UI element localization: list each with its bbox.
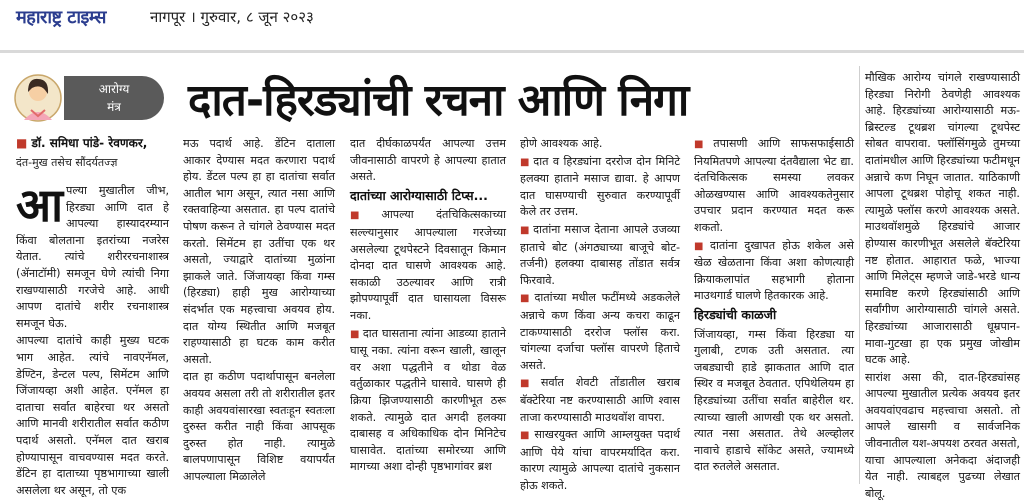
paragraph: होणे आवश्यक आहे. bbox=[520, 137, 603, 150]
column-divider bbox=[859, 66, 860, 484]
square-bullet-icon: ■ bbox=[520, 156, 531, 168]
tip-item bbox=[350, 326, 506, 476]
tip-item bbox=[350, 207, 506, 324]
masthead-divider bbox=[0, 50, 1024, 53]
tip-text: दात घासताना त्यांना आडव्या हाताने घासू नका. त्यांना वरून खाली, खालून वर अशा पद्धतीने व थोडा वेळ वर्तुळाकार पद्धतीने घासावे. घासणे ही क्रिया झिजण्यासाठी कारणीभूत ठरू शकते. त्यामुळे दात अगदी हलक्या दाबासह व अधिकाधिक दोन मिनिटेच घासावेत. दातांच्या समोरच्या आणि मागच्या अशा दोन्ही पृष्ठभागांवर ब्रश bbox=[350, 326, 506, 474]
article-column-2 bbox=[183, 136, 335, 483]
doctor-avatar-icon bbox=[14, 70, 62, 126]
section-subhead: दातांच्या आरोग्यासाठी टिप्स... bbox=[350, 187, 488, 203]
tip-text: सर्वात शेवटी तोंडातील खराब बॅक्टेरिया नष्ट करण्यासाठी आणि श्वास ताजा करण्यासाठी माउथवॉश वापरा. bbox=[520, 376, 680, 424]
tip-text: आपल्या दंतचिकित्सकाच्या सल्ल्यानुसार आपल्याला गरजेच्या असलेल्या टूथपेस्टने दिवसातून किमान दोनदा दात घासणे आवश्यक आहे. सकाळी उठल्यावर आणि रात्री झोपण्यापूर्वी दात घासायला विसरू नका. bbox=[350, 208, 506, 322]
masthead bbox=[0, 0, 1024, 58]
tip-text: दातांना मसाज देताना आपले उजव्या हाताचे बोट (अंगठ्याच्या बाजूचे बोट-तर्जनी) हलक्या दाबासह तोंडात सर्वत्र फिरवावे. bbox=[520, 222, 680, 287]
paragraph: जिंजायव्हा, गम्स किंवा हिरड्या या गुलाबी, टणक उती असतात. त्या जबड्याची हाडे झाकतात आणि दात स्थिर व मजबूत ठेवतात. एपिथेलियम हा हिरड्यांच्या उतींचा सर्वात बाहेरील थर. त्याच्या खाली आणखी एक थर असतो. त्यात नसा असतात. तेथे अल्व्होलर नावाचे हाडाचे सॉकेट असते, ज्यामध्ये दात रुतलेले असतात. bbox=[694, 327, 854, 474]
author-name-text: डॉ. समिधा पांडे- रेवणकर, bbox=[31, 136, 148, 150]
author-role: दंत-मुख तसेच सौंदर्यतज्ज्ञ bbox=[16, 156, 118, 169]
paragraph bbox=[16, 178, 169, 332]
tip-text: दातांच्या मधील फटींमध्ये अडकलेले अन्नाचे कण किंवा अन्य कचरा काढून टाकण्यासाठी दररोज फ्लॉस करा. चांगल्या दर्जाचा फ्लॉस वापरणे हिताचे असते. bbox=[520, 291, 680, 372]
column-tag-line2: मंत्र bbox=[107, 100, 121, 114]
square-bullet-icon: ■ bbox=[520, 378, 538, 390]
article-banner bbox=[0, 66, 862, 128]
article-column-1 bbox=[16, 178, 169, 497]
paragraph: दात हा कठीण पदार्थापासून बनलेला अवयव असला तरी तो शरीरातील इतर काही अवयवांसारखा स्वतःहून स्वतःला दुरुस्त करीत नाही किंवा आपसूक दुरुस्त होत नाही. त्यामुळे बालपणापासून विशिष्ट वयापर्यंत आपल्याला मिळालेले bbox=[183, 370, 335, 483]
tip-text: साखरयुक्त आणि आम्लयुक्त पदार्थ आणि पेये यांचा वापरमर्यादित करा. कारण त्यामुळे आपल्या दातांचे नुकसान होऊ शकते. bbox=[520, 428, 680, 492]
tip-text: दातांना दुखापत होऊ शकेल असे खेळ खेळताना किंवा अशा कोणत्याही क्रियाकलापांत सहभागी होताना माउथगार्ड घालणे हितकारक आहे. bbox=[694, 238, 854, 303]
tip-item bbox=[520, 290, 680, 374]
section-subhead: हिरड्यांची काळजी bbox=[694, 306, 777, 322]
tip-item bbox=[520, 154, 680, 221]
byline bbox=[16, 134, 166, 170]
author-name bbox=[16, 134, 166, 151]
tip-item bbox=[694, 136, 854, 237]
tip-item bbox=[694, 238, 854, 305]
article-column-5 bbox=[694, 136, 854, 483]
tip-text: दात व हिरड्यांना दररोज दोन मिनिटे हलक्या हाताने मसाज द्यावा. हे आपण दात घासण्याची सुरुवात करण्यापूर्वी केले तर उत्तम. bbox=[520, 154, 680, 219]
article-headline: दात-हिरड्यांची रचना आणि निगा bbox=[188, 75, 689, 126]
drop-cap: आ bbox=[16, 178, 64, 232]
column-badge bbox=[14, 70, 164, 126]
article-column-3 bbox=[350, 136, 506, 483]
paragraph: आपल्या दातांचे काही मुख्य घटक भाग आहेत. त्यांचे नावएनॅमल, डेण्टिन, डेन्टल पल्प, सिमेंटम आणि जिंजायव्हा अशी आहेत. एनॅमल हा दाताचा सर्वात बाहेरचा थर असतो आणि मानवी शरीरातील सर्वात कठीण पदार्थ असतो. एनॅमल दात खराब होण्यापासून वाचवण्यास मदत करते. डेंटिन हा दाताच्या पृष्ठभागाच्या खाली असलेला थर असून, तो एक bbox=[16, 334, 169, 497]
square-bullet-icon: ■ bbox=[694, 139, 711, 150]
square-bullet-icon: ■ bbox=[350, 328, 360, 340]
tip-item bbox=[520, 375, 680, 426]
square-bullet-icon: ■ bbox=[16, 136, 32, 150]
paragraph: सारांश असा की, दात-हिरड्यांसह आपल्या मुखातील प्रत्येक अवयव इतर अवयवांएवढाच महत्त्वाचा असतो. तो आपले खासगी व सार्वजनिक जीवनातील यश-अपयश ठरवत असतो, याचा आपल्याला अनेकदा अंदाजही येत नाही. त्याबद्दल पुढच्या लेखात बोलू. bbox=[865, 370, 1020, 500]
paragraph: मऊ पदार्थ आहे. डेंटिन दाताला आकार देण्यास मदत करणारा पदार्थ होय. डेंटल पल्प हा हा दातांचा सर्वात आतील भाग असून, त्यात नसा आणि रक्तवाहिन्या असतात. हा पल्प दातांचे पोषण करून ते चांगले ठेवण्यास मदत करतो. सिमेंटम हा उतींचा एक थर असतो, ज्याद्वारे दातांच्या मुळांना झाकले जाते. जिंजायव्हा किंवा गम्स (हिरड्या) हाही मुख आरोग्याच्या संदर्भात एक महत्त्वाचा अवयव होय. दात योग्य स्थितीत आणि मजबूत राहण्यासाठी हा घटक काम करीत असतो. bbox=[183, 137, 335, 366]
square-bullet-icon: ■ bbox=[520, 293, 532, 305]
paragraph-text: पल्या मुखातील जीभ, हिरड्या आणि दात हे आपल्या हास्यादरम्यान किंवा बोलताना इतरांच्या नजरेस येतात. त्यांचे शरीररचनाशास्त्र (ॲनाटॉमी) समजून घेणे त्यांची निगा राखण्यासाठी गरजेचे आहे. आधी आपण दातांचे शरीर रचनाशास्त्र समजून घेऊ. bbox=[16, 184, 169, 330]
column-tag bbox=[64, 76, 164, 120]
square-bullet-icon: ■ bbox=[520, 430, 532, 442]
tip-text: तपासणी आणि साफसफाईसाठी नियमितपणे आपल्या दंतवैद्याला भेट द्या. दंतचिकित्सक समस्या लवकर ओळखण्यास आणि आवश्यकतेनुसार उपचार प्रदान करण्यात मदत करू शकतो. bbox=[694, 137, 855, 234]
column-tag-line1: आरोग्य bbox=[98, 82, 130, 96]
tip-item bbox=[520, 222, 680, 289]
paragraph: दात दीर्घकाळपर्यंत आपल्या उत्तम जीवनासाठी वापरणे हे आपल्या हातात असते. bbox=[350, 137, 506, 184]
dateline: नागपूर । गुरुवार, ८ जून २०२३ bbox=[150, 8, 314, 26]
paragraph: मौखिक आरोग्य चांगले राखण्यासाठी हिरड्या निरोगी ठेवणेही आवश्यक आहे. हिरड्यांच्या आरोग्यासाठी मऊ-ब्रिस्टल्ड टूथब्रश चांगल्या टूथपेस्ट सोबत वापरावा. फ्लॉसिंगमुळे तुमच्या दातांमधील आणि हिरड्यांच्या फटीमधून अन्नाचे कण निघून जातात. याठिकाणी आपला टूथब्रश पोहोचू शकत नाही. त्यामुळे फ्लॉस करणे आवश्यक असते. माउथवॉशमुळे हिरड्यांचे आजार होण्यास कारणीभूत असलेले बॅक्टेरिया नष्ट होतात. आहारात फळे, भाज्या आणि मिलेट्स म्हणजे जाडे-भरडे धान्य समाविष्ट करणे हिरड्यांसाठी आणि सर्वांगीण आरोग्यासाठी चांगले असते. हिरड्यांच्या आजारासाठी धूम्रपान-मावा-गुटखा हा एक प्रमुख जोखीम घटक आहे. bbox=[865, 71, 1020, 367]
newspaper-logo: महाराष्ट्र टाइम्स bbox=[16, 7, 106, 28]
article-column-4 bbox=[520, 136, 680, 492]
square-bullet-icon: ■ bbox=[350, 210, 379, 222]
tip-item bbox=[520, 427, 680, 494]
square-bullet-icon: ■ bbox=[520, 224, 531, 236]
article-column-6 bbox=[865, 70, 1020, 500]
square-bullet-icon: ■ bbox=[694, 240, 708, 252]
